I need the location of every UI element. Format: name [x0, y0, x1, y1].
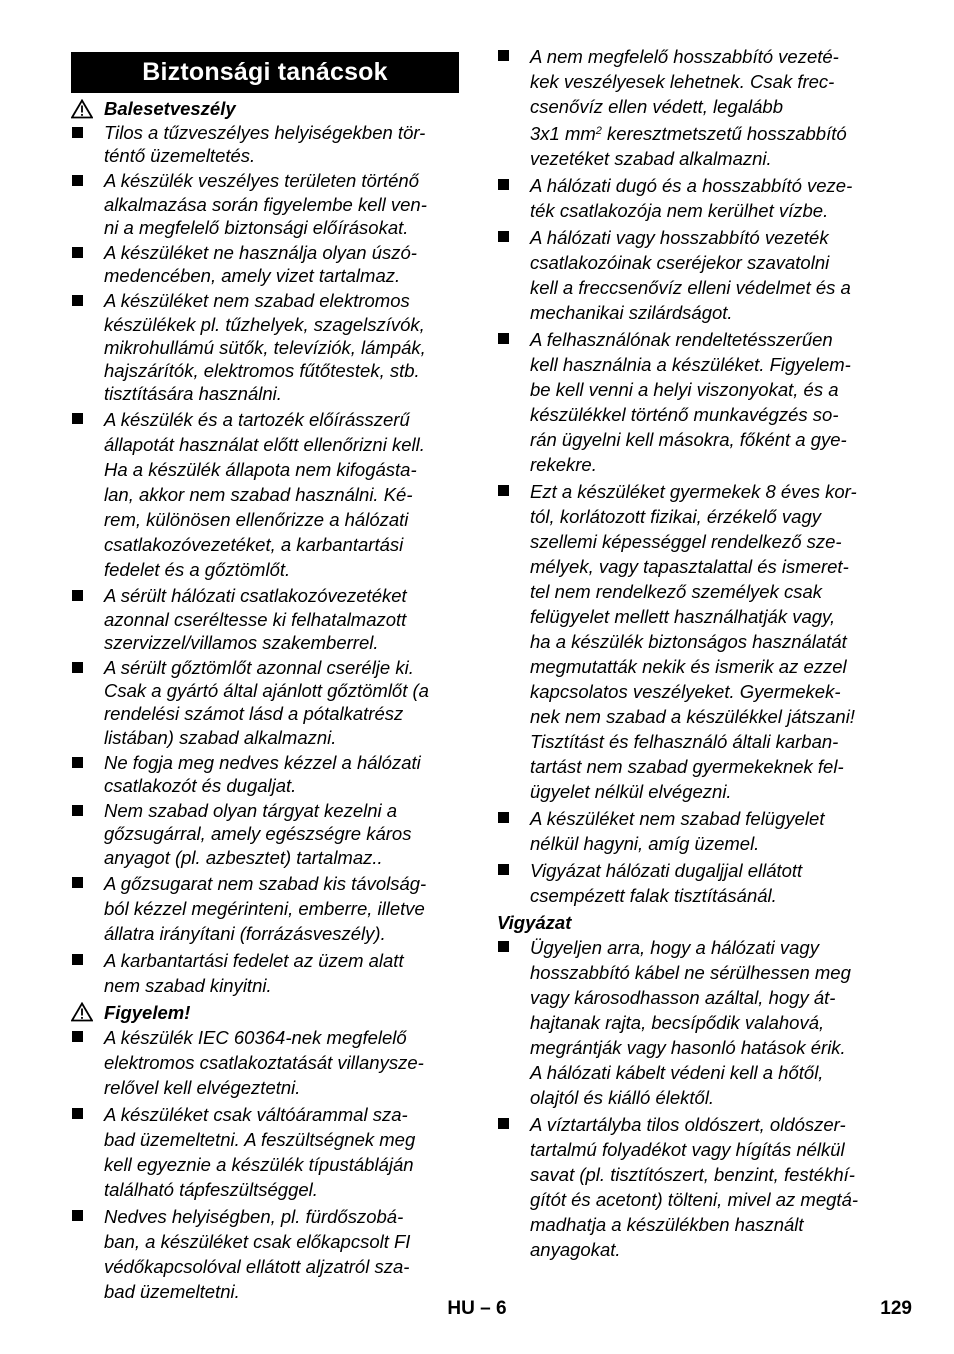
list-item: A víztartályba tilos oldószert, oldószer- tartalmú folyadékot vagy hígítás nélkül savat (pl. tisztítószert, benzint, festékhí- gítót és acetont) tölteni, mivel az megtá- madhatja a készülékben használt anyagokat.: [497, 1112, 889, 1262]
footer-section-label: HU – 6: [447, 1298, 507, 1319]
bullet-square-icon: [497, 806, 530, 829]
section-title: Biztonsági tanácsok: [71, 52, 459, 93]
list-item: Ezt a készüléket gyermekek 8 éves kor- tól, korlátozott fizikai, érzékelő vagy szellemi képességgel rendelkező sze- mélyek, vagy tapasztalattal és ismeret- tel nem rendelkező személyek csak felügyelet mellett használhatják vagy, ha a készülék biztonságos használatát megmutatták nekik és ismerik az ezzel kapcsolatos veszélyeket. Gyermekek- nek nem szabad a készülékkel játszani! Tisztítást és felhasználó általi karban- tartást nem szabad gyermekeknek fel- ügyelet nélkül elvégezni.: [497, 479, 889, 804]
bullet-square-icon: [71, 871, 104, 894]
bullet-square-icon: [71, 1204, 104, 1227]
danger-list-rest: [71, 584, 459, 868]
bullet-square-icon: [497, 44, 530, 67]
list-item: A készüléket ne használja olyan úszó- medencében, amely vizet tartalmaz.: [71, 241, 459, 287]
danger-list-continued: [71, 407, 459, 582]
list-item: Vigyázat hálózati dugaljjal ellátott csempézett falak tisztításánál.: [497, 858, 889, 908]
right-column: [497, 44, 889, 1264]
bullet-square-icon: [71, 241, 104, 264]
attention-list: [71, 1025, 459, 1304]
bullet-square-icon: [497, 858, 530, 881]
list-item: A készüléket nem szabad felügyelet nélkül hagyni, amíg üzemel.: [497, 806, 889, 856]
bullet-square-icon: [497, 173, 530, 196]
bullet-square-icon: [71, 948, 104, 971]
bullet-square-icon: [71, 407, 104, 430]
list-item: A készülék IEC 60364-nek megfelelő elektromos csatlakoztatását villanysze- relővel kell elvégeztetni.: [71, 1025, 459, 1100]
bullet-square-icon: [71, 584, 104, 607]
list-item: Tilos a tűzveszélyes helyiségekben tör- téntő üzemeltetés.: [71, 121, 459, 167]
bullet-square-icon: [71, 169, 104, 192]
list-item: Ügyeljen arra, hogy a hálózati vagy hosszabbító kábel ne sérülhessen meg vagy károsodhasson azáltal, hogy át- hajtanak rajta, becsípődik valahová, megrántják vagy hasonló hatások érik. A hálózati kábelt védeni kell a hőtől, olajtól és kiálló élektől.: [497, 935, 889, 1110]
right-list-a: [497, 44, 889, 908]
danger-list-tail: [71, 871, 459, 998]
bullet-square-icon: [71, 1025, 104, 1048]
bullet-square-icon: [71, 1102, 104, 1125]
bullet-square-icon: [497, 479, 530, 502]
list-item: A sérült hálózati csatlakozóvezetéket azonnal cseréltesse ki felhatalmazott szervizzel/villamos szakemberrel.: [71, 584, 459, 654]
list-item: Nedves helyiségben, pl. fürdőszobá- ban, a készüléket csak előkapcsolt FI védőkapcsolóval ellátott aljzatról sza- bad üzemeltetni.: [71, 1204, 459, 1304]
danger-list: [71, 121, 459, 405]
attention-heading-label: Figyelem!: [104, 1001, 191, 1023]
caution-heading: Vigyázat: [497, 912, 572, 933]
attention-heading: [71, 1000, 459, 1025]
bullet-square-icon: [497, 1112, 530, 1135]
list-item: A karbantartási fedelet az üzem alatt nem szabad kinyitni.: [71, 948, 459, 998]
bullet-square-icon: [71, 289, 104, 312]
bullet-square-icon: [497, 935, 530, 958]
list-item: A gőzsugarat nem szabad kis távolság- ból kézzel megérinteni, emberre, illetve állatra irányítani (forrázásveszély).: [71, 871, 459, 946]
bullet-square-icon: [71, 656, 104, 679]
list-item: A készüléket nem szabad elektromos készülékek pl. tűzhelyek, szagelszívók, mikrohullámú sütők, televíziók, lámpák, hajszárítók, elektromos fűtőtestek, stb. tisztítására használni.: [71, 289, 459, 405]
list-item: A készülék és a tartozék előírásszerű állapotát használat előtt ellenőrizni kell. Ha a készülék állapota nem kifogásta- lan, akkor nem szabad használni. Ké- rem, különösen ellenőrizze a hálózati csatlakozóvezetéket, a karbantartási fedelet és a gőztömlőt.: [71, 407, 459, 582]
bullet-square-icon: [71, 121, 104, 144]
list-item: A készüléket csak váltóárammal sza- bad üzemeltetni. A feszültségnek meg kell egyeznie a készülék típustábláján található tápfeszültséggel.: [71, 1102, 459, 1202]
bullet-square-icon: [497, 327, 530, 350]
danger-heading-label: Balesetveszély: [104, 98, 236, 119]
warning-triangle-icon: [71, 96, 104, 121]
left-column: [71, 52, 459, 1306]
list-item: A sérült gőztömlőt azonnal cserélje ki. Csak a gyártó által ajánlott gőztömlőt (a rendelési számot lásd a pótalkatrész listában) szabad alkalmazni.: [71, 656, 459, 749]
list-item: Ne fogja meg nedves kézzel a hálózati csatlakozót és dugaljat.: [71, 751, 459, 797]
list-item: A felhasználónak rendeltetésszerűen kell használnia a készüléket. Figyelem- be kell venni a helyi viszonyokat, és a készülékkel történő munkavégzés so- rán ügyelni kell másokra, főként a gye- rekekre.: [497, 327, 889, 477]
bullet-square-icon: [71, 799, 104, 822]
page-number: 129: [880, 1298, 912, 1319]
right-list-b: [497, 935, 889, 1262]
list-item: A hálózati vagy hosszabbító vezeték csatlakozóinak cseréjekor szavatolni kell a freccsenővíz elleni védelmet és a mechanikai szilárdságot.: [497, 225, 889, 325]
list-item: A hálózati dugó és a hosszabbító veze- ték csatlakozója nem kerülhet vízbe.: [497, 173, 889, 223]
bullet-square-icon: [71, 751, 104, 774]
list-item: A nem megfelelő hosszabbító vezeté- kek veszélyesek lehetnek. Csak frec- csenővíz ellen védett, legalább 3x1 $mm^2$ keresztmetszetű hosszabbító vezetéket szabad alkalmazni.: [497, 44, 889, 171]
danger-heading: [71, 96, 459, 121]
warning-triangle-icon: [71, 1000, 104, 1025]
list-item: A készülék veszélyes területen történő alkalmazása során figyelembe kell ven- ni a megfelelő biztonsági előírásokat.: [71, 169, 459, 239]
bullet-square-icon: [497, 225, 530, 248]
list-item: Nem szabad olyan tárgyat kezelni a gőzsugárral, amely egészségre káros anyagot (pl. azbesztet) tartalmaz..: [71, 799, 459, 869]
